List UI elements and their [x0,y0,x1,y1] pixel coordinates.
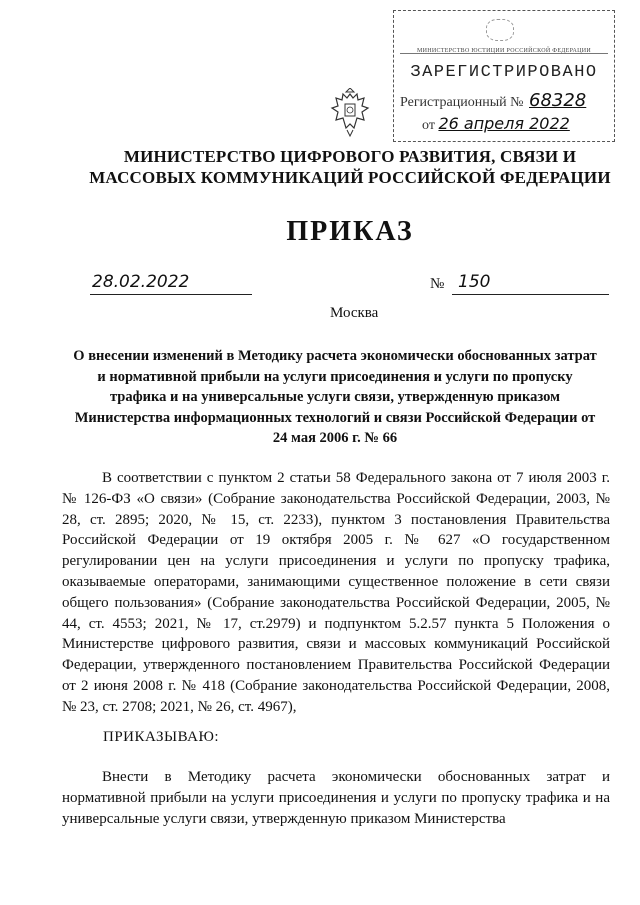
paragraph-1: Внести в Методику расчета экономически обоснованных затрат и нормативной прибыли на услуги присоединения и услуги по пропуску трафика и на универсальные услуги связи, утвержденную приказом Министерства [62,769,610,827]
stamp-ministry: МИНИСТЕРСТВО ЮСТИЦИИ РОССИЙСКОЙ ФЕДЕРАЦИИ [400,31,608,54]
stamp-reg-line [400,90,586,111]
order-number [452,272,609,295]
order-number-value: 150 [458,272,491,292]
city: Москва [330,305,379,321]
registration-stamp [393,10,615,142]
stamp-date-line [422,114,570,134]
order-subject: О внесении изменений в Методику расчета экономически обоснованных затрат и нормативной прибыли на услуги присоединения и услуги по пропуску трафика и на универсальные услуги связи, утвержденную приказом Министерства информационных технологий и связи Российской Федерации от 24 мая 2006 г. № 66 [73,348,597,446]
stamp-reg-number: 68328 [529,90,587,111]
order-date: 28.02.2022 [90,272,252,295]
stamp-reg-date: 26 апреля 2022 [438,114,570,133]
order-number-label: № [430,276,445,292]
stamp-reg-label: Регистрационный № [400,95,524,110]
ministry-line-1: МИНИСТЕРСТВО ЦИФРОВОГО РАЗВИТИЯ, СВЯЗИ И [123,147,577,166]
ministry-name [60,146,640,188]
stamp-date-prefix: от [422,118,435,133]
stamp-registered: ЗАРЕГИСТРИРОВАНО [410,63,598,82]
document-type: ПРИКАЗ [286,216,414,247]
ministry-line-2: МАССОВЫХ КОММУНИКАЦИЙ РОССИЙСКОЙ ФЕДЕРАЦИИ [89,168,611,187]
preamble-paragraph: В соответствии с пунктом 2 статьи 58 Федерального закона от 7 июля 2003 г. № 126-ФЗ «О связи» (Собрание законодательства Российской Федерации, 2003, № 28, ст. 2895; 2020, № 15, ст. 2233), пунктом 3 постановления Правительства Российской Федерации от 19 октября 2005 г. № 627 «О государственном регулировании цен на услуги присоединения и услуги по пропуску трафика, оказываемые операторами, занимающими существенное положение в сети связи общего пользования» (Собрание законодательства Российской Федерации, 2005, № 44, ст. 4553; 2021, № 17, ст.2979) и подпунктом 5.2.57 пункта 5 Положения о Министерстве цифрового развития, связи и массовых коммуникаций Российской Федерации, утвержденного постановлением Правительства Российской Федерации от 2 июня 2008 г. № 418 (Собрание законодательства Российской Федерации, 2008, № 23, ст. 2708; 2021, № 26, ст. 4967), [62,470,610,715]
command-heading: ПРИКАЗЫВАЮ: [103,729,220,745]
coat-of-arms-icon [330,88,370,138]
